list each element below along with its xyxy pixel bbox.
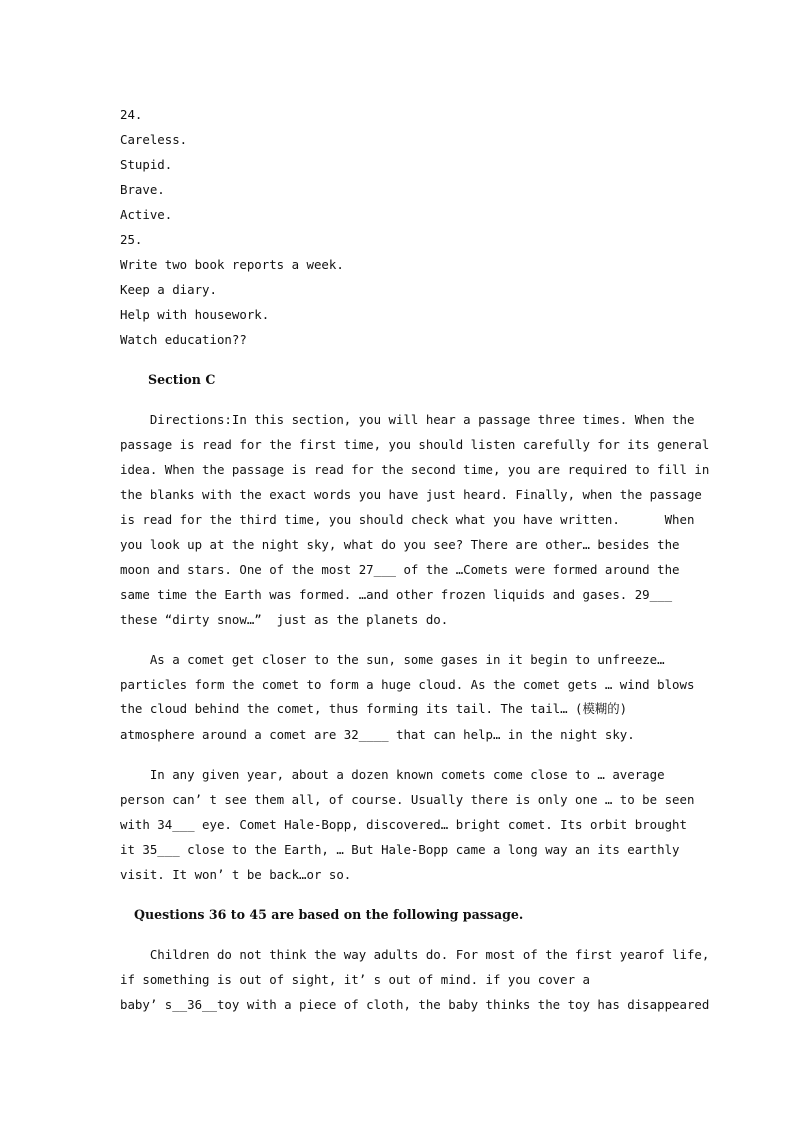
section-c-p1-line-4: the blanks with the exact words you have just heard. Finally, when the passage (120, 487, 702, 502)
passage-line-2: if something is out of sight, it’ s out of mind. if you cover a (120, 972, 590, 987)
section-c-p1-line-7: moon and stars. One of the most 27___ of the …Comets were formed around the (120, 562, 680, 577)
question-25-number: 25. (120, 232, 143, 247)
section-c-p2-line-1: As a comet get closer to the sun, some gases in it begin to unfreeze… (120, 652, 665, 667)
section-c-p1-line-3: idea. When the passage is read for the second time, you are required to fill in (120, 462, 710, 477)
q25-option-a: Write two book reports a week. (120, 257, 344, 272)
section-c-p3-line-3: with 34___ eye. Comet Hale-Bopp, discovered… bright comet. Its orbit brought (120, 817, 687, 832)
section-c-heading: Section C (148, 372, 216, 387)
q24-option-b: Stupid. (120, 157, 173, 172)
q25-option-d: Watch education?? (120, 332, 247, 347)
section-c-p1-line-2: passage is read for the first time, you should listen carefully for its general (120, 437, 710, 452)
question-24-number: 24. (120, 107, 143, 122)
section-c-p1-line-6: you look up at the night sky, what do you see? There are other… besides the (120, 537, 680, 552)
section-c-p2-line-4: atmosphere around a comet are 32____ that can help… in the night sky. (120, 727, 635, 742)
section-c-p1-line-9: these “dirty snow…” just as the planets do. (120, 612, 449, 627)
passage-line-1: Children do not think the way adults do. For most of the first yearof life, (120, 947, 710, 962)
section-c-p1-line-5: is read for the third time, you should check what you have written. When (120, 512, 695, 527)
q24-option-c: Brave. (120, 182, 165, 197)
section-c-p2-line-3: the cloud behind the comet, thus forming its tail. The tail… (模糊的) (120, 701, 628, 716)
q25-option-b: Keep a diary. (120, 282, 217, 297)
section-c-p3-line-1: In any given year, about a dozen known comets come close to … average (120, 767, 665, 782)
section-c-p1-line-1: Directions:In this section, you will hear a passage three times. When the (120, 412, 695, 427)
questions-36-45-heading: Questions 36 to 45 are based on the following passage. (134, 907, 524, 922)
section-c-p3-line-5: visit. It won’ t be back…or so. (120, 867, 352, 882)
q25-option-c: Help with housework. (120, 307, 270, 322)
q24-option-d: Active. (120, 207, 173, 222)
section-c-p3-line-2: person can’ t see them all, of course. Usually there is only one … to be seen (120, 792, 695, 807)
section-c-p3-line-4: it 35___ close to the Earth, … But Hale-Bopp came a long way an its earthly (120, 842, 680, 857)
section-c-p1-line-8: same time the Earth was formed. …and other frozen liquids and gases. 29___ (120, 587, 673, 602)
q24-option-a: Careless. (120, 132, 188, 147)
section-c-p2-line-2: particles form the comet to form a huge cloud. As the comet gets … wind blows (120, 677, 695, 692)
passage-line-3: baby’ s__36__toy with a piece of cloth, the baby thinks the toy has disappeared (120, 997, 710, 1012)
